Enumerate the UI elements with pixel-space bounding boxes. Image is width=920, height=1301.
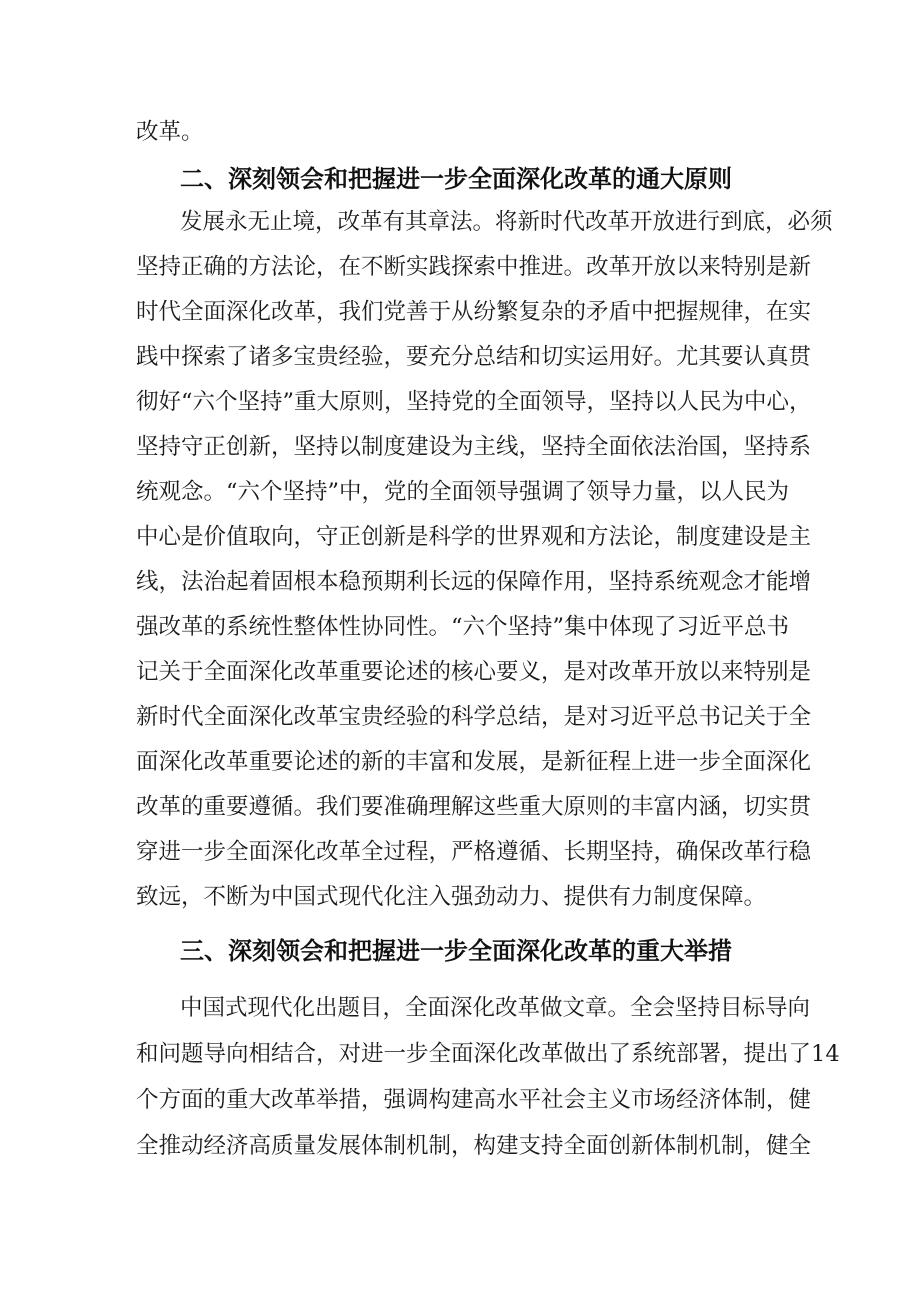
body-line: 致远，不断为中国式现代化注入强劲动力、提供有力制度保障。 (136, 884, 767, 910)
paragraph-continuation: 改革。 (136, 119, 204, 145)
body-line: 改革的重要遵循。我们要准确理解这些重大原则的丰富内涵，切实贯 (136, 794, 812, 820)
body-line: 个方面的重大改革举措，强调构建高水平社会主义市场经济体制，健 (136, 1087, 812, 1113)
body-line: 坚持正确的方法论，在不断实践探索中推进。改革开放以来特别是新 (136, 254, 812, 280)
body-line: 中心是价值取向，守正创新是科学的世界观和方法论，制度建设是主 (136, 524, 812, 550)
section-heading-2: 二、深刻领会和把握进一步全面深化改革的通大原则 (180, 165, 732, 193)
body-line: 时代全面深化改革，我们党善于从纷繁复杂的矛盾中把握规律，在实 (136, 299, 812, 325)
body-line: 发展永无止境，改革有其章法。将新时代改革开放进行到底，必须 (180, 209, 833, 235)
body-line: 面深化改革重要论述的新的丰富和发展，是新征程上进一步全面深化 (136, 749, 812, 775)
body-line: 坚持守正创新，坚持以制度建设为主线，坚持全面依法治国，坚持系 (136, 434, 812, 460)
body-line: 彻好“六个坚持”重大原则，坚持党的全面领导，坚持以人民为中心， (136, 389, 812, 415)
body-line: 线，法治起着固根本稳预期利长远的保障作用，坚持系统观念才能增 (136, 569, 812, 595)
body-line: 穿进一步全面深化改革全过程，严格遵循、长期坚持，确保改革行稳 (136, 839, 812, 865)
body-line: 全推动经济高质量发展体制机制，构建支持全面创新体制机制，健全 (136, 1133, 812, 1159)
body-line: 中国式现代化出题目，全面深化改革做文章。全会坚持目标导向 (180, 995, 811, 1021)
body-line: 强改革的系统性整体性协同性。“六个坚持”集中体现了习近平总书 (136, 614, 790, 640)
body-line: 新时代全面深化改革宝贵经验的科学总结，是对习近平总书记关于全 (136, 704, 812, 730)
section-heading-3: 三、深刻领会和把握进一步全面深化改革的重大举措 (180, 937, 732, 965)
body-line: 记关于全面深化改革重要论述的核心要义，是对改革开放以来特别是 (136, 659, 812, 685)
body-line: 统观念。“六个坚持”中，党的全面领导强调了领导力量，以人民为 (136, 479, 790, 505)
body-line: 和问题导向相结合，对进一步全面深化改革做出了系统部署，提出了14 (136, 1041, 840, 1067)
body-line: 践中探索了诸多宝贵经验，要充分总结和切实运用好。尤其要认真贯 (136, 344, 812, 370)
